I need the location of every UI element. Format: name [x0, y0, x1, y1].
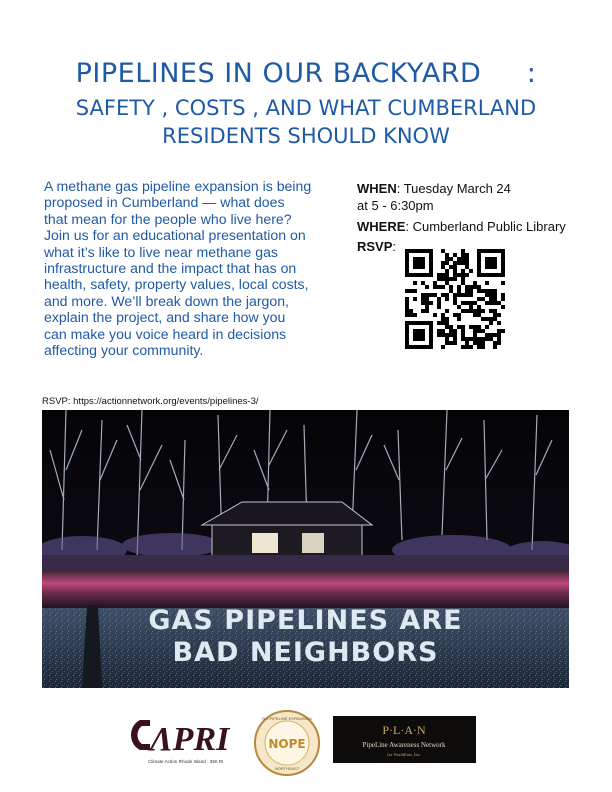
- event-where: [357, 219, 566, 234]
- rsvp-colon: :: [392, 239, 397, 254]
- event-when: [357, 181, 511, 196]
- nope-center: NOPE: [268, 737, 306, 751]
- description-line: proposed in Cumberland — what does: [44, 194, 285, 211]
- capri-logo: [131, 720, 231, 764]
- rsvp-qr-code[interactable]: [405, 249, 505, 349]
- sponsor-logos: [0, 708, 612, 778]
- description-line: Join us for an educational presentation on: [44, 227, 306, 244]
- banner-line1: GAS PIPELINES ARE: [148, 605, 463, 636]
- capri-wordmark: ΛPRI: [150, 721, 230, 758]
- house-shape: [202, 502, 372, 563]
- description-line: health, safety, property values, local costs,: [44, 276, 309, 293]
- where-value: : Cumberland Public Library: [405, 219, 566, 234]
- description-line: and more. We’ll break down the jargon,: [44, 292, 289, 309]
- plan-letters: P·L·A·N: [382, 723, 426, 737]
- logos-graphic: [0, 708, 612, 778]
- description-line: A methane gas pipeline expansion is being: [44, 178, 312, 194]
- description-line: affecting your community.: [44, 342, 204, 359]
- plan-logo: [333, 716, 476, 763]
- description-line: explain the project, and share how you: [44, 309, 286, 326]
- description-line: that mean for the people who live here?: [44, 210, 292, 227]
- banner-line2: BAD NEIGHBORS: [172, 637, 439, 668]
- plan-name: PipeLine Awareness Network: [362, 741, 446, 749]
- nope-bottom: NORTHEAST: [274, 766, 300, 771]
- when-value: : Tuesday March 24: [396, 181, 511, 196]
- event-rsvp: [357, 239, 396, 254]
- event-when-time: at 5 - 6:30pm: [357, 198, 434, 213]
- page-title-line1: PIPELINES IN OUR BACKYARD :: [75, 58, 537, 89]
- page-subtitle-line1: SAFETY , COSTS , AND WHAT CUMBERLAND: [75, 96, 537, 120]
- event-description: [44, 178, 342, 358]
- description-line: infrastructure and the impact that has on: [44, 260, 297, 277]
- capri-name: Climate Action Rhode Island · 350 RI: [148, 759, 224, 764]
- nope-top: NO PIPELINE EXPANSION: [262, 716, 312, 721]
- rsvp-label: RSVP: [357, 239, 393, 254]
- pipeline-photo: [42, 410, 569, 688]
- when-label: WHEN: [357, 181, 397, 196]
- plan-sub: for NorthEast, Inc.: [387, 752, 421, 757]
- rsvp-link[interactable]: RSVP: https://actionnetwork.org/events/pipelines-3/: [42, 396, 259, 407]
- where-label: WHERE: [357, 219, 406, 234]
- page-subtitle-line2: RESIDENTS SHOULD KNOW: [162, 124, 450, 148]
- description-line: can make you voice heard in decisions: [44, 325, 287, 342]
- nope-logo: [255, 711, 319, 775]
- description-line: what it’s like to live near methane gas: [44, 243, 278, 260]
- page-subtitle: [0, 94, 612, 150]
